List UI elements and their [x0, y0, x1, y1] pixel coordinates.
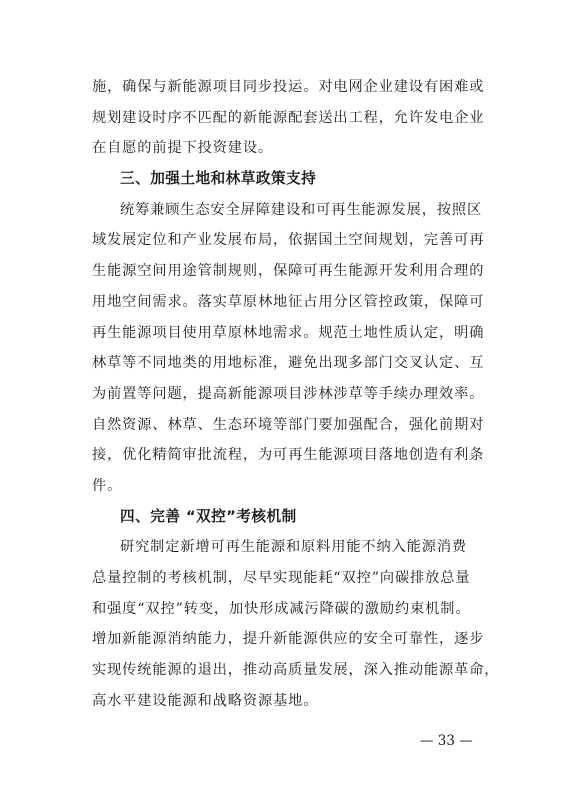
text-line: 再生能源项目使用草原林地需求。规范土地性质认定，明确 — [92, 324, 485, 341]
section-heading-4: 四、完善 “双控”考核机制 — [120, 507, 297, 525]
text-line: 总量控制的考核机制，尽早实现能耗“双控”向碳排放总量 — [92, 570, 471, 586]
text-line: 接，优化精简审批流程，为可再生能源项目落地创造有利条 — [92, 447, 485, 464]
text-line: 自然资源、林草、生态环境等部门要加强配合，强化前期对 — [92, 416, 485, 433]
section-3-paragraph — [92, 195, 485, 502]
text-line: 实现传统能源的退出，推动高质量发展，深入推动能源革命， — [92, 662, 500, 679]
continuation-paragraph — [92, 72, 485, 164]
text-line: 增加新能源消纳能力，提升新能源供应的安全可靠性，逐步 — [92, 631, 485, 648]
text-line: 域发展定位和产业发展布局，依据国土空间规划，完善可再 — [92, 232, 485, 249]
text-line: 用地空间需求。落实草原林地征占用分区管控政策，保障可 — [92, 293, 485, 310]
text-line: 在自愿的前提下投资建设。 — [92, 140, 274, 157]
text-line: 规划建设时序不匹配的新能源配套送出工程，允许发电企业 — [92, 109, 485, 126]
text-line: 生能源空间用途管制规则，保障可再生能源开发利用合理的 — [92, 263, 485, 280]
document-body — [92, 72, 500, 716]
text-line: 为前置等问题，提高新能源项目涉林涉草等手续办理效率。 — [92, 385, 485, 402]
text-line: 研究制定新增可再生能源和原料用能不纳入能源消费 — [120, 539, 468, 556]
text-line: 林草等不同地类的用地标准，避免出现多部门交叉认定、互 — [92, 355, 485, 372]
section-4-paragraph — [92, 532, 500, 716]
text-line: 和强度“双控”转变，加快形成减污降碳的激励约束机制。 — [92, 600, 471, 617]
text-line: 高水平建设能源和战略资源基地。 — [92, 692, 319, 709]
text-line: 施，确保与新能源项目同步投运。对电网企业建设有困难或 — [92, 79, 485, 95]
page-number: — 33 — — [420, 733, 473, 749]
text-line: 统筹兼顾生态安全屏障建设和可再生能源发展，按照区 — [120, 201, 483, 218]
text-line: 件。 — [92, 477, 123, 494]
section-heading-3: 三、加强土地和林草政策支持 — [120, 170, 317, 188]
